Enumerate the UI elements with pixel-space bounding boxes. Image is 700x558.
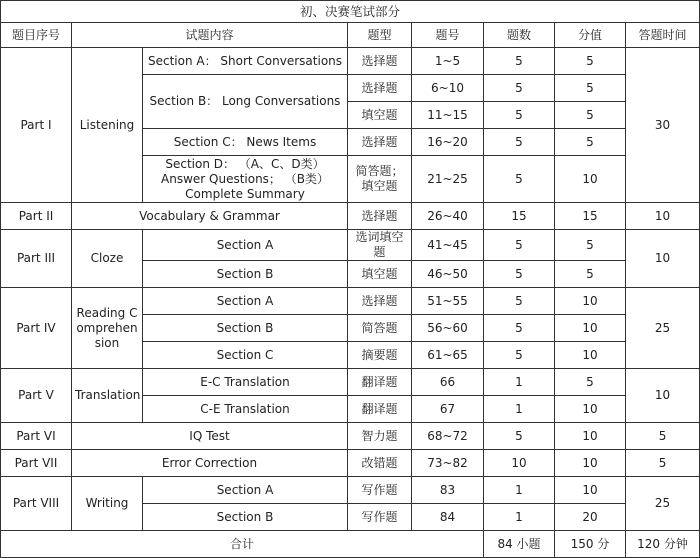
table-row [1,423,700,450]
count-cell: 5 [484,342,555,369]
type-cell: 选择题 [348,48,412,75]
section-cell: Section C： News Items [143,129,348,156]
count-cell: 5 [484,288,555,315]
total-row [1,531,700,558]
header-content: 试题内容 [72,23,348,48]
count-cell: 1 [484,369,555,396]
table-row [1,477,700,504]
table-row [1,230,700,261]
numbers-cell: 66 [412,369,484,396]
numbers-cell: 83 [412,477,484,504]
part-label: Part VII [1,450,72,477]
table-row [1,450,700,477]
numbers-cell: 51~55 [412,288,484,315]
part-name: Cloze [72,230,143,288]
type-cell: 改错题 [348,450,412,477]
type-cell: 写作题 [348,504,412,531]
type-cell: 翻译题 [348,396,412,423]
section-cell: Section B [143,315,348,342]
numbers-cell: 26~40 [412,203,484,230]
numbers-cell: 6~10 [412,75,484,102]
type-cell: 填空题 [348,102,412,129]
time-cell: 25 [626,477,700,531]
total-label: 合计 [1,531,484,558]
score-cell: 10 [555,342,626,369]
score-cell: 20 [555,504,626,531]
time-cell: 10 [626,369,700,423]
total-score: 150 分 [555,531,626,558]
part-name: Writing [72,477,143,531]
content-cell: Vocabulary & Grammar [72,203,348,230]
numbers-cell: 61~65 [412,342,484,369]
count-cell: 1 [484,477,555,504]
type-cell: 选词填空题 [348,230,412,261]
header-score: 分值 [555,23,626,48]
numbers-cell: 16~20 [412,129,484,156]
section-cell: E-C Translation [143,369,348,396]
numbers-cell: 84 [412,504,484,531]
header-part-no: 题目序号 [1,23,72,48]
table-row [1,203,700,230]
part-label: Part VIII [1,477,72,531]
score-cell: 5 [555,129,626,156]
score-cell: 5 [555,102,626,129]
count-cell: 5 [484,102,555,129]
time-cell: 10 [626,203,700,230]
numbers-cell: 46~50 [412,261,484,288]
total-time: 120 分钟 [626,531,700,558]
type-cell: 摘要题 [348,342,412,369]
part-label: Part IV [1,288,72,369]
section-cell: Section B： Long Conversations [143,75,348,129]
section-cell: Section A [143,288,348,315]
count-cell: 5 [484,48,555,75]
score-cell: 10 [555,288,626,315]
section-cell: Section C [143,342,348,369]
score-cell: 10 [555,450,626,477]
numbers-cell: 68~72 [412,423,484,450]
count-cell: 1 [484,504,555,531]
score-cell: 15 [555,203,626,230]
part-name: Listening [72,48,143,203]
numbers-cell: 21~25 [412,156,484,203]
section-cell: Section A [143,477,348,504]
score-cell: 10 [555,396,626,423]
numbers-cell: 56~60 [412,315,484,342]
numbers-cell: 11~15 [412,102,484,129]
table-row [1,369,700,396]
header-time: 答题时间 [626,23,700,48]
header-row [1,23,700,48]
score-cell: 10 [555,156,626,203]
table-row [1,288,700,315]
part-label: Part V [1,369,72,423]
type-cell: 选择题 [348,203,412,230]
count-cell: 15 [484,203,555,230]
time-cell: 30 [626,48,700,203]
count-cell: 5 [484,75,555,102]
type-cell: 简答题；填空题 [348,156,412,203]
type-cell: 翻译题 [348,369,412,396]
time-cell: 25 [626,288,700,369]
header-count: 题数 [484,23,555,48]
time-cell: 10 [626,230,700,288]
section-cell: Section D： （A、C、D类）Answer Questions； （B类）Complete Summary [143,156,348,203]
count-cell: 5 [484,156,555,203]
part-name: Reading Comprehension [72,288,143,369]
type-cell: 选择题 [348,129,412,156]
section-cell: Section B [143,504,348,531]
score-cell: 10 [555,423,626,450]
score-cell: 5 [555,48,626,75]
section-cell: Section A [143,230,348,261]
type-cell: 选择题 [348,288,412,315]
content-cell: IQ Test [72,423,348,450]
part-label: Part I [1,48,72,203]
count-cell: 1 [484,396,555,423]
type-cell: 简答题 [348,315,412,342]
section-cell: Section B [143,261,348,288]
content-cell: Error Correction [72,450,348,477]
count-cell: 5 [484,261,555,288]
type-cell: 选择题 [348,75,412,102]
total-count: 84 小题 [484,531,555,558]
part-label: Part III [1,230,72,288]
numbers-cell: 41~45 [412,230,484,261]
score-cell: 5 [555,369,626,396]
type-cell: 填空题 [348,261,412,288]
type-cell: 智力题 [348,423,412,450]
count-cell: 5 [484,129,555,156]
part-label: Part II [1,203,72,230]
table-title: 初、决赛笔试部分 [1,1,700,23]
section-cell: C-E Translation [143,396,348,423]
table-row [1,48,700,75]
numbers-cell: 1~5 [412,48,484,75]
type-cell: 写作题 [348,477,412,504]
numbers-cell: 73~82 [412,450,484,477]
score-cell: 5 [555,75,626,102]
header-numbers: 题号 [412,23,484,48]
count-cell: 5 [484,423,555,450]
section-cell: Section A： Short Conversations [143,48,348,75]
count-cell: 5 [484,230,555,261]
part-label: Part VI [1,423,72,450]
count-cell: 5 [484,315,555,342]
count-cell: 10 [484,450,555,477]
part-name: Translation [72,369,143,423]
score-cell: 10 [555,477,626,504]
time-cell: 5 [626,423,700,450]
score-cell: 5 [555,230,626,261]
numbers-cell: 67 [412,396,484,423]
score-cell: 10 [555,315,626,342]
header-type: 题型 [348,23,412,48]
score-cell: 5 [555,261,626,288]
time-cell: 5 [626,450,700,477]
